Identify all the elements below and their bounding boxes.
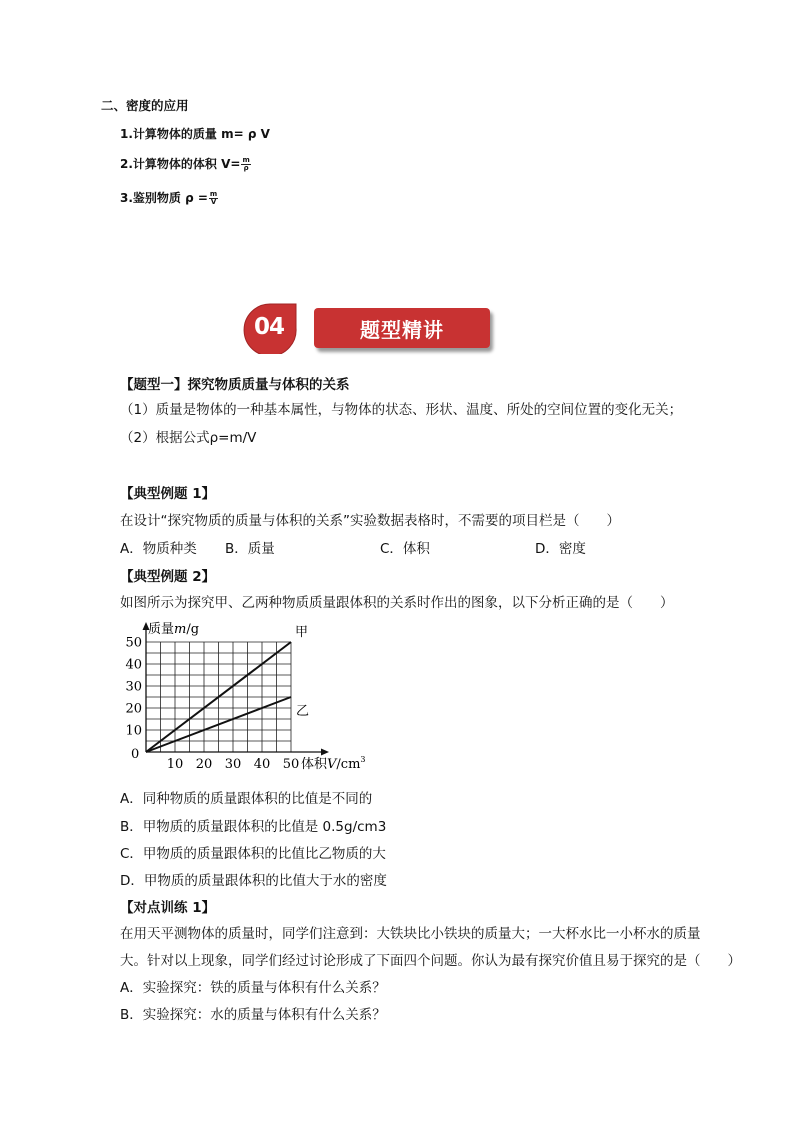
formula-identify-label: 3.鉴别物质 ρ =: [120, 191, 208, 205]
y-axis-label-prefix: 质量: [148, 621, 175, 636]
example2-heading: 【典型例题 2】: [120, 569, 216, 585]
formula-identify: [120, 189, 218, 206]
type1-heading: 【题型一】探究物质质量与体积的关系: [120, 377, 350, 393]
fraction: [241, 157, 250, 172]
practice1-option-a: A．实验探究：铁的质量与体积有什么关系？: [120, 980, 386, 996]
example1-option-c: C．体积: [380, 541, 430, 557]
example1-heading: 【典型例题 1】: [120, 486, 216, 502]
fraction: [209, 191, 218, 206]
x-tick-label: 50: [282, 757, 300, 772]
fraction-denominator: V: [210, 198, 217, 206]
example1-option-b: B．质量: [225, 541, 275, 557]
example1-question: 在设计“探究物质的质量与体积的关系”实验数据表格时，不需要的项目栏是（ ）: [120, 513, 620, 529]
x-tick-label: 20: [195, 757, 213, 772]
example2-option-b: B．甲物质的质量跟体积的比值是 0.5g/cm3: [120, 819, 387, 835]
formula-volume: [120, 155, 251, 172]
practice1-question-line1: 在用天平测物体的质量时，同学们注意到：大铁块比小铁块的质量大；一大杯水比一小杯水的质量: [120, 926, 701, 942]
y-tick-label: 50: [125, 635, 142, 651]
y-axis-label: [148, 621, 199, 637]
practice1-option-b: B．实验探究：水的质量与体积有什么关系？: [120, 1007, 386, 1023]
fraction-numerator: m: [209, 190, 218, 198]
mass-volume-chart: [118, 615, 378, 775]
practice1-heading: 【对点训练 1】: [120, 900, 216, 916]
fraction-denominator: ρ: [243, 164, 249, 172]
x-axis-label-sup: 3: [360, 755, 366, 764]
example1-option-a: A．物质种类: [120, 541, 197, 557]
x-axis-label: [301, 755, 366, 772]
x-axis-label-var: V: [327, 757, 337, 772]
x-axis-label-prefix: 体积: [301, 756, 328, 771]
fraction-numerator: m: [242, 156, 250, 164]
example2-option-c: C．甲物质的质量跟体积的比值比乙物质的大: [120, 846, 386, 862]
origin-label: 0: [131, 747, 140, 762]
type1-line2: （2）根据公式ρ=m/V: [120, 430, 257, 446]
x-axis-arrow: [321, 749, 329, 756]
y-tick-label: 40: [125, 657, 142, 673]
y-tick-label: 10: [125, 723, 142, 739]
example2-option-d: D．甲物质的质量跟体积的比值大于水的密度: [120, 873, 387, 889]
series-label-1: 甲: [295, 625, 309, 640]
practice1-question-line2: 大。针对以上现象，同学们经过讨论形成了下面四个问题。你认为最有探究价值且易于探究的是（ ）: [120, 953, 741, 969]
y-axis-label-var: m: [174, 622, 187, 637]
y-tick-label: 20: [125, 701, 142, 717]
formula-volume-label: 2.计算物体的体积 V=: [120, 157, 241, 171]
banner-title: 题型精讲: [360, 318, 444, 342]
x-tick-label: 30: [224, 757, 242, 772]
chart-series: [146, 625, 309, 752]
example2-question: 如图所示为探究甲、乙两种物质质量跟体积的关系时作出的图象，以下分析正确的是（ ）: [120, 595, 674, 611]
x-axis-label-unit: /cm: [336, 757, 361, 772]
type1-line1: （1）质量是物体的一种基本属性，与物体的状态、形状、温度、所处的空间位置的变化无关；: [120, 402, 683, 418]
series-label-2: 乙: [296, 704, 310, 719]
y-tick-label: 30: [125, 679, 142, 695]
formula-mass: 1.计算物体的质量 m= ρ V: [120, 127, 270, 141]
banner-number: 04: [254, 314, 285, 340]
section-title: 二、密度的应用: [101, 98, 189, 113]
x-tick-label: 40: [253, 757, 271, 772]
example1-option-d: D．密度: [535, 541, 586, 557]
y-axis-label-unit: /g: [186, 622, 200, 637]
example2-option-a: A．同种物质的质量跟体积的比值是不同的: [120, 791, 373, 807]
x-tick-label: 10: [166, 757, 184, 772]
